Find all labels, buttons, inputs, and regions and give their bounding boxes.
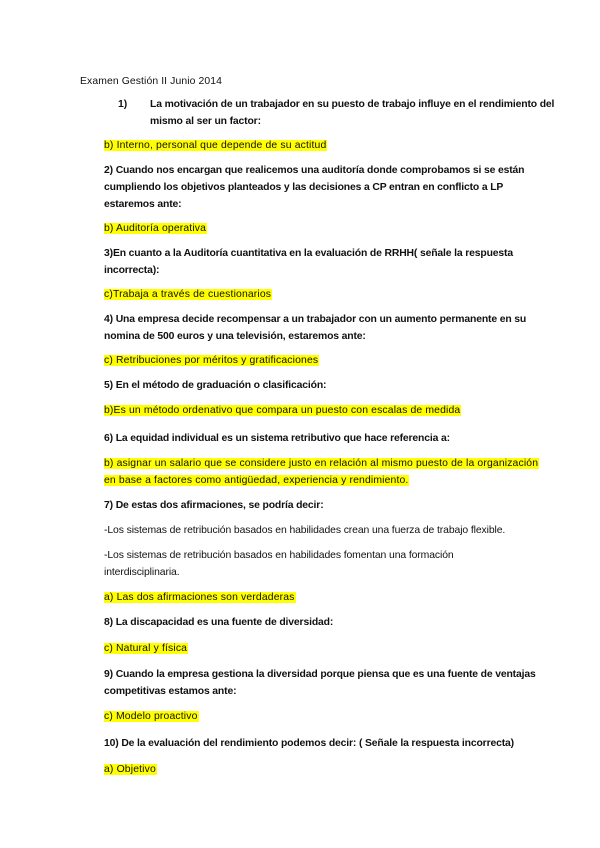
question-8-text-line-1 (104, 614, 333, 631)
question-5-number: 5) (104, 380, 113, 391)
question-2-text-line-2: cumpliendo los objetivos planteados y las decisiones a CP entran en conflicto a LP (104, 182, 504, 193)
question-2-number: 2) (104, 165, 113, 176)
question-7-line-1-text: De estas dos afirmaciones, se podría decir: (115, 500, 324, 511)
question-5-text-line-1 (104, 377, 326, 394)
question-3-text-line-2: incorrecta): (104, 265, 160, 276)
question-6-answer-line-2 (104, 472, 409, 489)
question-2-text-line-1 (104, 162, 524, 179)
document-title: Examen Gestión II Junio 2014 (80, 76, 223, 87)
question-10-text-line-1 (104, 735, 514, 752)
question-3-line-1-text: En cuanto a la Auditoría cuantitativa en la evaluación de RRHH( señale la respuesta (112, 248, 513, 259)
question-6-number: 6) (104, 433, 113, 444)
question-4-text-line-1 (104, 311, 526, 328)
question-7-answer (104, 589, 296, 606)
question-9-line-1-text: Cuando la empresa gestiona la diversidad porque piensa que es una fuente de ventajas (115, 669, 536, 680)
question-6-line-1-text: La equidad individual es un sistema retributivo que hace referencia a: (115, 433, 450, 444)
question-6-text-line-1 (104, 430, 450, 447)
question-4-text-line-2: nomina de 500 euros y una televisión, estaremos ante: (104, 331, 366, 342)
question-1-number: 1) (118, 99, 128, 110)
question-10-answer (104, 761, 157, 778)
question-1-text-line-1: La motivación de un trabajador en su puesto de trabajo influye en el rendimiento del (150, 99, 555, 110)
answer-highlight: b) Auditoría operativa (104, 223, 207, 234)
question-10-line-1-text: De la evaluación del rendimiento podemos decir: ( Señale la respuesta incorrecta) (121, 738, 514, 749)
question-1-text-line-2: mismo al ser un factor: (150, 116, 261, 127)
answer-highlight: b) asignar un salario que se considere justo en relación al mismo puesto de la organización (104, 458, 539, 469)
answer-highlight: en base a factores como antigüedad, experiencia y rendimiento. (104, 475, 409, 486)
question-4-line-1-text: Una empresa decide recompensar a un trabajador con un aumento permanente en su (115, 314, 527, 325)
question-1-answer (104, 137, 327, 154)
question-9-answer (104, 708, 199, 725)
answer-highlight: c) Modelo proactivo (104, 711, 198, 722)
question-7-text-line-1 (104, 497, 324, 514)
answer-highlight: c)Trabaja a través de cuestionarios (104, 289, 272, 300)
question-6-answer-line-1 (104, 455, 539, 472)
question-8-number: 8) (104, 617, 113, 628)
answer-highlight: a) Las dos afirmaciones son verdaderas (104, 592, 295, 603)
answer-highlight: b) Interno, personal que depende de su actitud (104, 140, 327, 151)
question-8-answer (104, 640, 188, 657)
answer-highlight: b)Es un método ordenativo que compara un puesto con escalas de medida (104, 405, 461, 416)
question-4-answer (104, 352, 319, 369)
answer-highlight: c) Natural y física (104, 643, 188, 654)
question-7-statement-2-line-1: -Los sistemas de retribución basados en habilidades fomentan una formación (104, 550, 454, 561)
question-3-answer (104, 286, 272, 303)
question-9-number: 9) (104, 669, 113, 680)
question-7-number: 7) (104, 500, 113, 511)
answer-highlight: a) Objetivo (104, 764, 156, 775)
question-3-text-line-1 (104, 245, 513, 262)
question-3-number: 3) (104, 248, 113, 259)
question-2-answer (104, 220, 207, 237)
question-7-statement-1: -Los sistemas de retribución basados en habilidades crean una fuerza de trabajo flexible. (104, 525, 506, 536)
question-9-text-line-2: competitivas estamos ante: (104, 686, 237, 697)
question-5-answer (104, 402, 461, 419)
question-4-number: 4) (104, 314, 113, 325)
question-7-statement-2-line-2: interdisciplinaria. (104, 567, 180, 578)
question-10-number: 10) (104, 738, 119, 749)
question-9-text-line-1 (104, 666, 536, 683)
question-5-line-1-text: En el método de graduación o clasificación: (115, 380, 327, 391)
question-2-text-line-3: estaremos ante: (104, 199, 182, 210)
question-8-line-1-text: La discapacidad es una fuente de diversidad: (115, 617, 334, 628)
answer-highlight: c) Retribuciones por méritos y gratificaciones (104, 355, 319, 366)
question-2-line-1-text: Cuando nos encargan que realicemos una auditoría donde comprobamos si se están (115, 165, 525, 176)
